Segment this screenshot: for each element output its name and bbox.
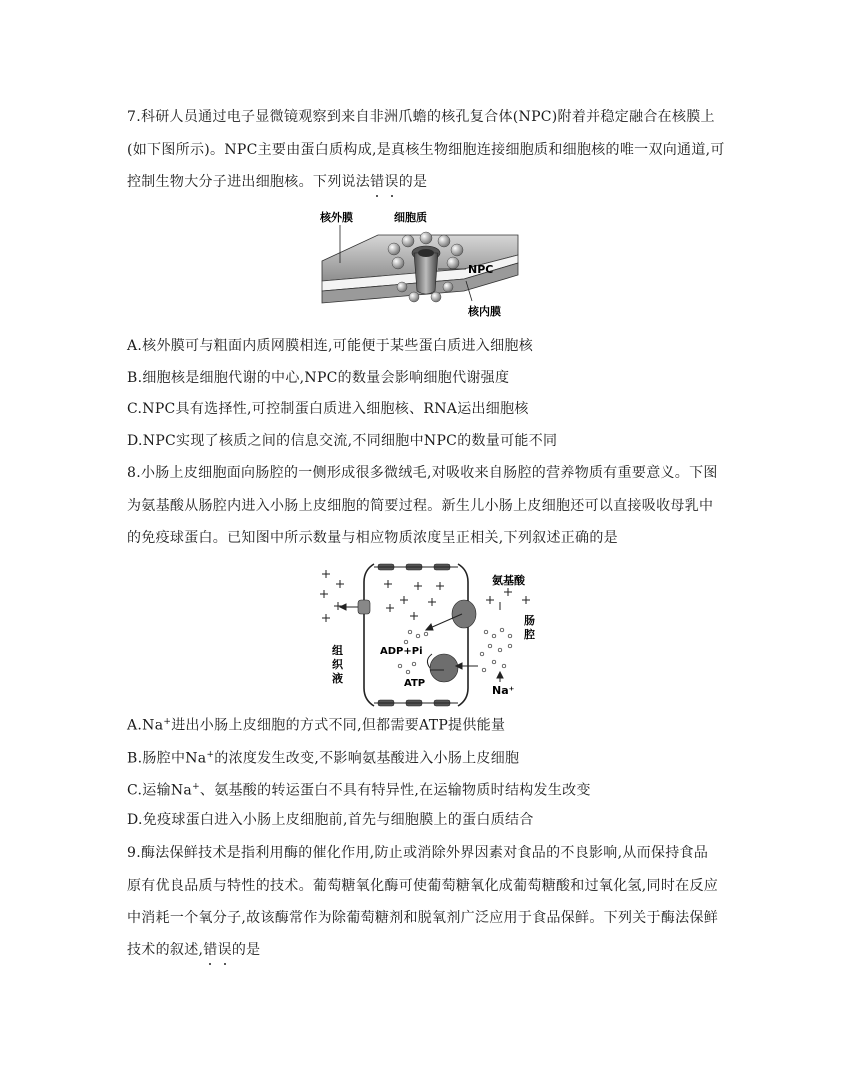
q8-stem-line-1: 8.小肠上皮细胞面向肠腔的一侧形成很多微绒毛,对吸收来自肠腔的营养物质有重要意义。下图 xyxy=(127,465,718,481)
q7-option-d[interactable]: D.NPC实现了核质之间的信息交流,不同细胞中NPC的数量可能不同 xyxy=(127,433,558,449)
q9-stem-line-3: 中消耗一个氧分子,故该酶常作为除葡萄糖剂和脱氧剂广泛应用于食品保鲜。下列关于酶法保鲜 xyxy=(127,910,719,926)
q7-stem-line-1: 7.科研人员通过电子显微镜观察到来自非洲爪蟾的核孔复合体(NPC)附着并稳定融合在核膜上 xyxy=(127,109,715,125)
option-text: B.肠腔中Na xyxy=(127,750,207,767)
q9-stem-text: 技术的叙述, xyxy=(127,942,204,958)
label-npc: NPC xyxy=(468,263,494,276)
option-text: 、氨基酸的转运蛋白不具有特异性,在运输物质时结构发生改变 xyxy=(199,782,591,799)
q7-option-b[interactable]: B.细胞核是细胞代谢的中心,NPC的数量会影响细胞代谢强度 xyxy=(127,370,510,386)
q8-option-a[interactable] xyxy=(127,712,737,736)
superscript: + xyxy=(192,782,200,792)
q7-stem-text: 的是 xyxy=(398,174,428,190)
q9-stem-line-2: 原有优良品质与特性的技术。葡萄糖氧化酶可使葡萄糖氧化成葡萄糖酸和过氧化氢,同时在反应 xyxy=(127,878,719,894)
superscript: + xyxy=(163,717,172,727)
option-text: C.运输Na xyxy=(127,782,193,799)
label-atp: ATP xyxy=(404,678,426,689)
pore-center xyxy=(418,249,434,257)
q9-stem-line-1: 9.酶法保鲜技术是指利用酶的催化作用,防止或消除外界因素对食品的不良影响,从而保持食品 xyxy=(127,845,709,861)
npc-channel xyxy=(414,253,438,294)
sodium-pump xyxy=(430,654,458,682)
label-adp: ADP+Pi xyxy=(380,646,423,657)
label-outer-membrane: 核外膜 xyxy=(320,211,353,224)
q8-option-b[interactable] xyxy=(127,745,737,769)
basolateral-carrier xyxy=(358,600,370,614)
option-text: A.Na xyxy=(127,717,164,734)
q8-option-c[interactable] xyxy=(127,777,737,801)
label-tissue-2: 织 xyxy=(332,658,343,671)
q7-stem-line-2: (如下图所示)。NPC主要由蛋白质构成,是真核生物细胞连接细胞质和细胞核的唯一双向通道,可 xyxy=(127,142,725,158)
q7-stem-line-3 xyxy=(127,172,737,192)
q9-stem-text: 的是 xyxy=(231,942,261,958)
q9-emphasis-char: 误 xyxy=(217,942,232,958)
transport-figure xyxy=(314,562,546,708)
label-lumen-2: 腔 xyxy=(524,628,535,641)
q8-stem-line-3: 的免疫球蛋白。已知图中所示数量与相应物质浓度呈正相关,下列叙述正确的是 xyxy=(127,530,618,546)
q7-option-c[interactable]: C.NPC具有选择性,可控制蛋白质进入细胞核、RNA运出细胞核 xyxy=(127,401,529,417)
q7-option-a[interactable]: A.核外膜可与粗面内质网膜相连,可能便于某些蛋白质进入细胞核 xyxy=(127,338,534,354)
q7-emphasis-char: 误 xyxy=(384,174,399,190)
q9-stem-line-4 xyxy=(127,940,737,960)
q8-stem-line-2: 为氨基酸从肠腔内进入小肠上皮细胞的简要过程。新生儿小肠上皮细胞还可以直接吸收母乳中 xyxy=(127,498,714,514)
option-text: 进出小肠上皮细胞的方式不同,但都需要ATP提供能量 xyxy=(171,717,506,734)
amino-acid-carrier xyxy=(452,600,476,628)
q7-emphasis-char: 错 xyxy=(370,174,385,190)
superscript: + xyxy=(206,750,215,760)
label-lumen-1: 肠 xyxy=(524,614,535,627)
q7-stem-text: 控制生物大分子进出细胞核。下列说法 xyxy=(127,174,371,190)
q9-emphasis-char: 错 xyxy=(203,942,218,958)
option-text: 的浓度发生改变,不影响氨基酸进入小肠上皮细胞 xyxy=(214,750,520,767)
label-tissue-1: 组 xyxy=(332,644,343,657)
q8-option-d[interactable]: D.免疫球蛋白进入小肠上皮细胞前,首先与细胞膜上的蛋白质结合 xyxy=(127,812,534,828)
basolateral-membrane xyxy=(364,564,374,706)
label-cytoplasm: 细胞质 xyxy=(394,211,427,224)
label-amino-acid: 氨基酸 xyxy=(492,574,525,587)
npc-figure xyxy=(318,207,530,319)
label-inner-membrane: 核内膜 xyxy=(468,305,501,318)
label-sodium: Na⁺ xyxy=(492,684,515,697)
apical-membrane xyxy=(458,564,468,706)
label-tissue-3: 液 xyxy=(332,672,343,685)
